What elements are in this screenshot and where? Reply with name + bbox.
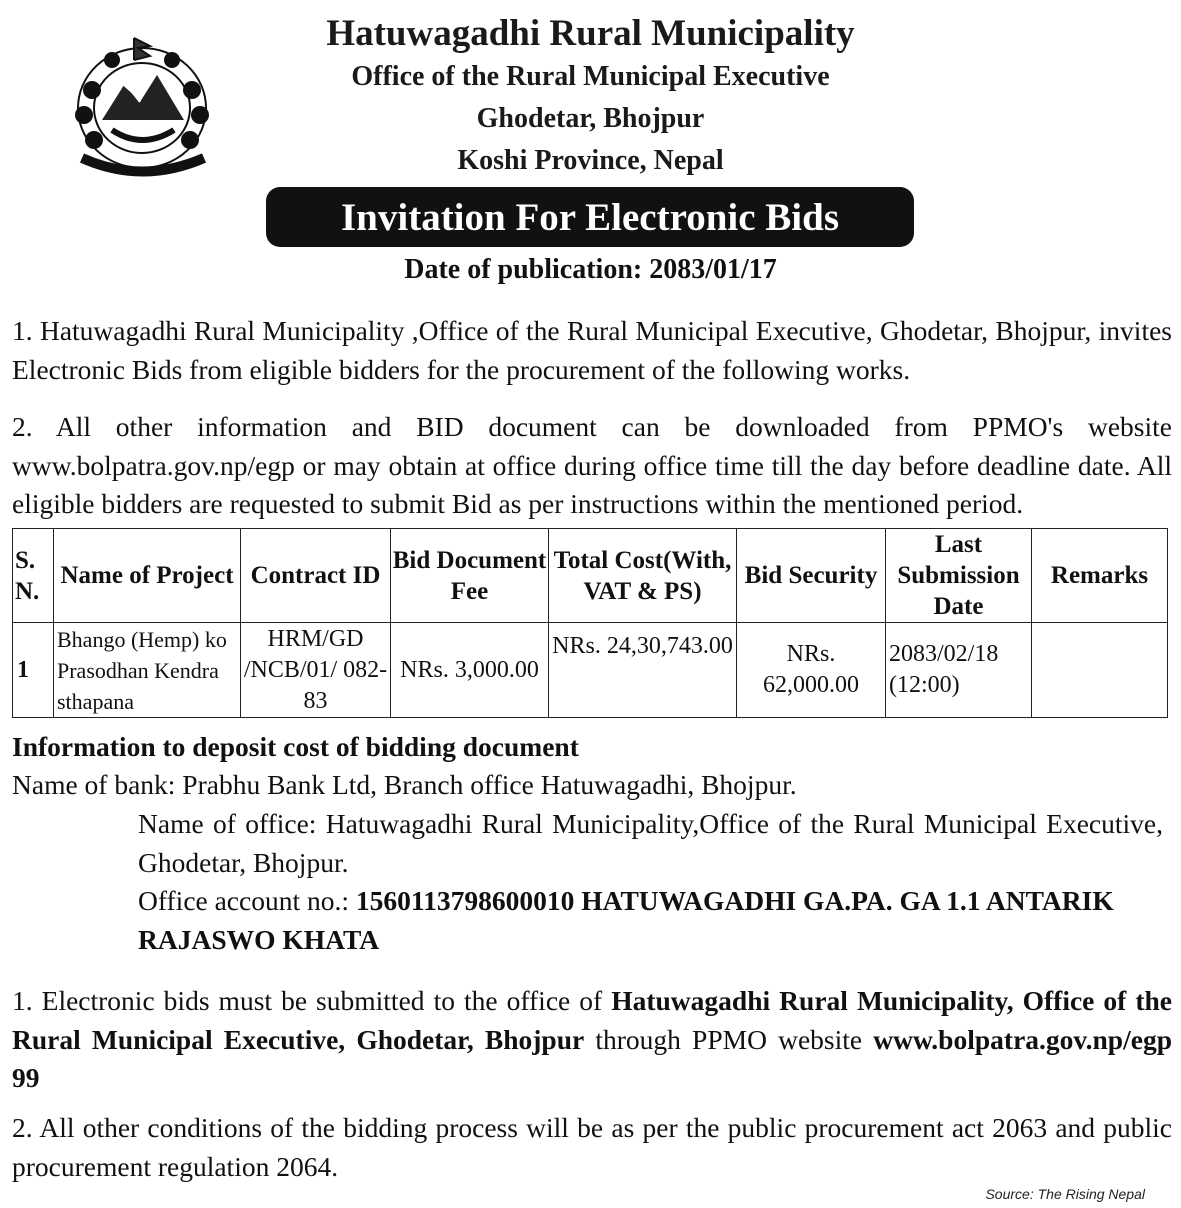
header-sn: S. N. [13, 529, 54, 623]
note-submission-b: Hatuwagadhi Rural Municipality, Office of the Rural Municipal Executive, Ghodetar, Bhojpur [12, 985, 1173, 1055]
account-number-line [138, 882, 1138, 959]
office-address: Ghodetar, Bhojpur [476, 103, 705, 134]
table-row [13, 623, 1168, 718]
deposit-section-title: Information to deposit cost of bidding document [12, 731, 579, 762]
source-credit: Source: The Rising Nepal [985, 1186, 1145, 1202]
table-header-row [13, 529, 1168, 623]
note-submission-link: www.bolpatra.gov.np/egp 99 [12, 1023, 1172, 1093]
header-last-submission: Last Submission Date [886, 529, 1032, 623]
bank-name: Name of bank: Prabhu Bank Ltd, Branch office Hatuwagadhi, Bhojpur. [12, 769, 797, 800]
publication-date-label: Date of publication: [404, 254, 643, 285]
header-contract-id: Contract ID [241, 529, 391, 623]
cell-total-cost: NRs. 24,30,743.00 [549, 623, 737, 718]
header-remarks: Remarks [1032, 529, 1168, 623]
note-submission-c: through PPMO website [584, 1023, 874, 1055]
publication-date-value: 2083/01/17 [649, 254, 777, 285]
cell-project: Bhango (Hemp) ko Prasodhan Kendra sthapana [54, 623, 241, 718]
cell-last-submission: 2083/02/18 (12:00) [886, 623, 1032, 718]
notice-title-banner: Invitation For Electronic Bids [266, 187, 914, 247]
header-project: Name of Project [54, 529, 241, 623]
paragraph-information: 2. All other information and BID document can be downloaded from PPMO's website www.bolpatra.gov.np/egp or may obtain at office during office time till the day before deadline date. All eligible bidders are requested to submit Bid as per instructions within the mentioned period. [12, 411, 1172, 519]
bid-table [12, 528, 1168, 718]
province: Koshi Province, Nepal [457, 145, 724, 176]
publication-date [0, 254, 1181, 286]
office-name-line: Name of office: Hatuwagadhi Rural Municipality,Office of the Rural Municipal Executive, Ghodetar, Bhojpur. [138, 808, 1163, 878]
cell-sn: 1 [13, 623, 54, 718]
note-conditions: 2. All other conditions of the bidding process will be as per the public procurement act 2063 and public procurement regulation 2064. [12, 1112, 1172, 1182]
header-total-cost: Total Cost(With, VAT & PS) [549, 529, 737, 623]
header-bid-security: Bid Security [737, 529, 886, 623]
cell-bid-fee: NRs. 3,000.00 [391, 623, 549, 718]
account-value: 1560113798600010 HATUWAGADHI GA.PA. GA 1.1 ANTARIK RAJASWO KHATA [138, 885, 1114, 955]
paragraph-invitation: 1. Hatuwagadhi Rural Municipality ,Office of the Rural Municipal Executive, Ghodetar, Bhojpur, invites Electronic Bids from eligible bidders for the procurement of the following works. [12, 315, 1172, 385]
account-label: Office account no.: [138, 885, 356, 916]
note-submission-a: 1. Electronic bids must be submitted to the office of [12, 985, 612, 1016]
note-submission [12, 982, 1172, 1098]
cell-remarks [1032, 623, 1168, 718]
header-bid-fee: Bid Document Fee [391, 529, 549, 623]
organization-name: Hatuwagadhi Rural Municipality [326, 13, 855, 54]
office-name: Office of the Rural Municipal Executive [351, 61, 830, 92]
cell-contract-id: HRM/GD /NCB/01/ 082-83 [241, 623, 391, 718]
cell-bid-security: NRs. 62,000.00 [737, 623, 886, 718]
